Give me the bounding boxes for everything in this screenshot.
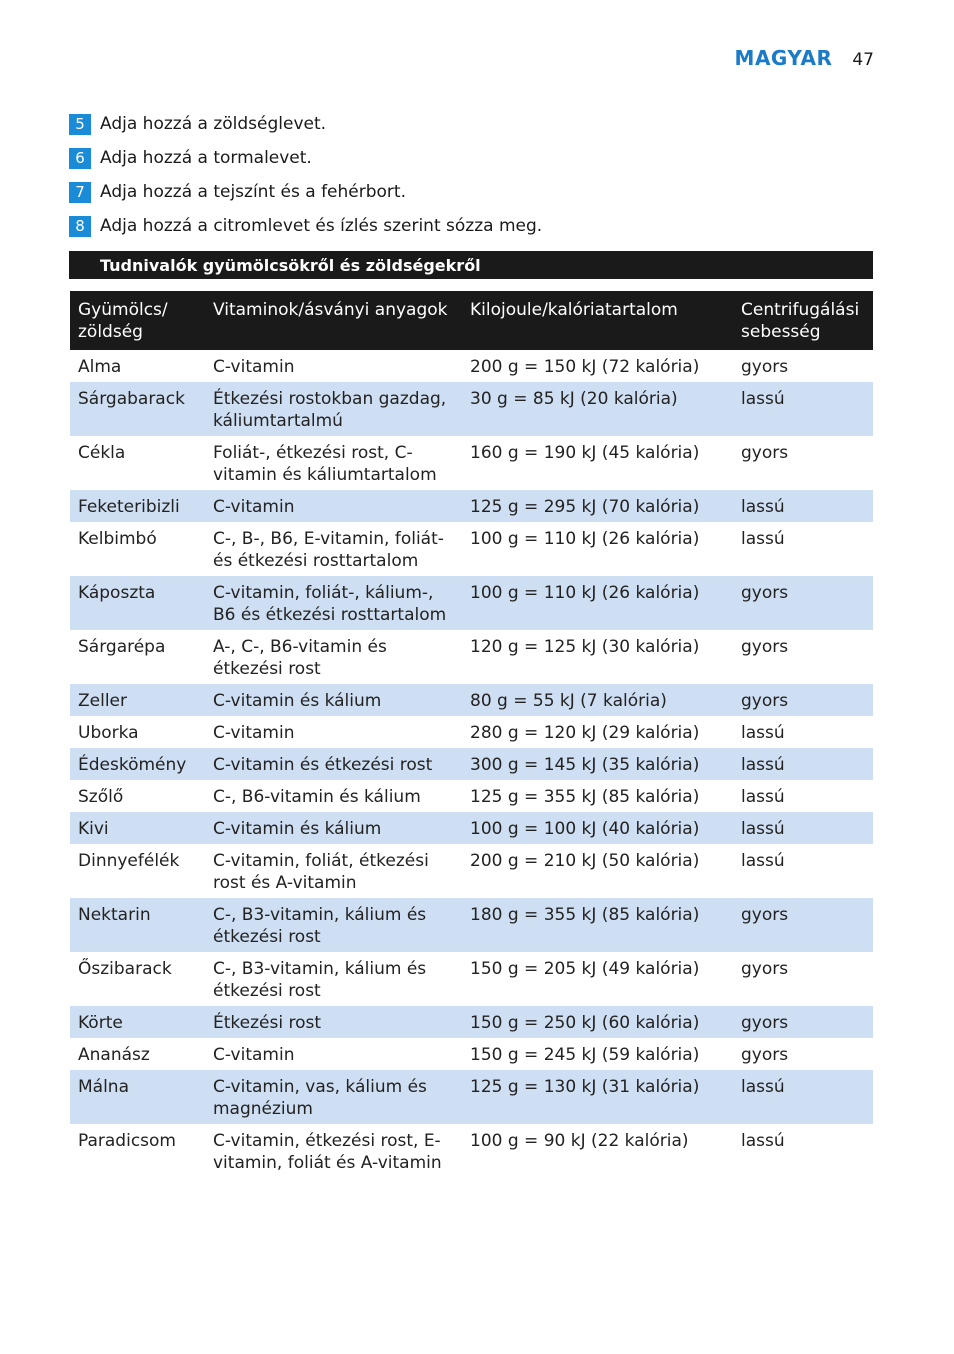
cell-vitamins-minerals: C-, B6-vitamin és kálium (213, 787, 421, 807)
cell-fruit-vegetable: Őszibarack (78, 959, 172, 979)
cell-energy: 150 g = 245 kJ (59 kalória) (470, 1045, 700, 1065)
cell-fruit-vegetable: Körte (70, 1006, 205, 1038)
cell-speed: lassú (741, 1131, 785, 1151)
cell-fruit-vegetable: Sárgarépa (78, 637, 166, 657)
cell-speed: lassú (741, 529, 785, 549)
cell-fruit-vegetable: Szőlő (78, 787, 124, 807)
cell-fruit-vegetable: Paradicsom (78, 1131, 176, 1151)
cell-energy: 200 g = 210 kJ (50 kalória) (470, 851, 700, 871)
cell-speed: lassú (741, 787, 785, 807)
cell-vitamins-minerals: C-vitamin (213, 357, 295, 377)
cell-vitamins-minerals: C-vitamin (205, 490, 462, 522)
page-number: 47 (852, 50, 874, 70)
cell-speed: lassú (741, 851, 785, 871)
step-item (69, 175, 542, 209)
language-label: MAGYAR (734, 46, 833, 70)
step-item (69, 141, 542, 175)
step-item (69, 209, 542, 243)
step-text: Adja hozzá a citromlevet és ízlés szerint sózza meg. (100, 216, 543, 236)
table-row (70, 630, 873, 684)
step-number-badge: 5 (69, 114, 91, 135)
column-header-speed: Centrifugálási sebesség (733, 291, 873, 350)
cell-fruit-vegetable: Nektarin (70, 898, 205, 952)
cell-energy: 125 g = 295 kJ (70 kalória) (462, 490, 733, 522)
cell-fruit-vegetable: Málna (70, 1070, 205, 1124)
cell-energy: 30 g = 85 kJ (20 kalória) (462, 382, 733, 436)
cell-vitamins-minerals: C-vitamin, foliát, étkezési rost és A-vitamin (213, 851, 429, 893)
cell-vitamins-minerals: C-, B3-vitamin, kálium és étkezési rost (213, 959, 427, 1001)
cell-vitamins-minerals: C-vitamin és kálium (205, 684, 462, 716)
table-row (70, 844, 873, 898)
cell-vitamins-minerals: C-vitamin (213, 723, 295, 743)
cell-speed: lassú (733, 382, 873, 436)
cell-speed: lassú (741, 723, 785, 743)
column-header-vitamins-minerals: Vitaminok/ásványi anyagok (205, 291, 462, 350)
cell-vitamins-minerals: C-vitamin, foliát-, kálium-, B6 és étkezési rosttartalom (205, 576, 462, 630)
cell-vitamins-minerals: C-vitamin és étkezési rost (205, 748, 462, 780)
cell-fruit-vegetable: Ananász (78, 1045, 150, 1065)
cell-energy: 125 g = 355 kJ (85 kalória) (470, 787, 700, 807)
table-row (70, 576, 873, 630)
table-row (70, 684, 873, 716)
cell-energy: 100 g = 110 kJ (26 kalória) (470, 529, 700, 549)
step-text: Adja hozzá a tormalevet. (100, 148, 312, 168)
step-number-badge: 7 (69, 182, 91, 203)
cell-speed: gyors (733, 576, 873, 630)
cell-energy: 200 g = 150 kJ (72 kalória) (470, 357, 700, 377)
cell-vitamins-minerals: Étkezési rostokban gazdag, káliumtartalmú (205, 382, 462, 436)
step-text: Adja hozzá a tejszínt és a fehérbort. (100, 182, 406, 202)
cell-fruit-vegetable: Kivi (70, 812, 205, 844)
cell-energy: 280 g = 120 kJ (29 kalória) (470, 723, 700, 743)
table-body (70, 350, 873, 1178)
cell-speed: gyors (741, 357, 789, 377)
cell-vitamins-minerals: Étkezési rost (205, 1006, 462, 1038)
cell-vitamins-minerals: C-vitamin, vas, kálium és magnézium (205, 1070, 462, 1124)
cell-speed: gyors (741, 959, 789, 979)
table-row (70, 1006, 873, 1038)
cell-energy: 150 g = 205 kJ (49 kalória) (470, 959, 700, 979)
cell-fruit-vegetable: Feketeribizli (70, 490, 205, 522)
table-row (70, 716, 873, 748)
cell-vitamins-minerals: Foliát-, étkezési rost, C-vitamin és káliumtartalom (213, 443, 437, 485)
cell-vitamins-minerals: C-vitamin (213, 1045, 295, 1065)
table-row (70, 350, 873, 382)
cell-fruit-vegetable: Cékla (78, 443, 126, 463)
cell-energy: 100 g = 90 kJ (22 kalória) (470, 1131, 689, 1151)
cell-vitamins-minerals: C-, B3-vitamin, kálium és étkezési rost (205, 898, 462, 952)
cell-energy: 160 g = 190 kJ (45 kalória) (470, 443, 700, 463)
table-row (70, 436, 873, 490)
cell-energy: 100 g = 110 kJ (26 kalória) (462, 576, 733, 630)
cell-energy: 125 g = 130 kJ (31 kalória) (462, 1070, 733, 1124)
table-row (70, 1124, 873, 1178)
cell-fruit-vegetable: Édeskömény (70, 748, 205, 780)
fruit-vegetable-table (70, 291, 873, 1178)
cell-speed: gyors (741, 637, 789, 657)
cell-speed: gyors (741, 1045, 789, 1065)
cell-vitamins-minerals: C-vitamin és kálium (205, 812, 462, 844)
cell-speed: lassú (733, 812, 873, 844)
table-row (70, 898, 873, 952)
cell-vitamins-minerals: A-, C-, B6-vitamin és étkezési rost (213, 637, 387, 679)
page-header (735, 46, 874, 70)
table-row (70, 1070, 873, 1124)
cell-speed: gyors (733, 898, 873, 952)
table-row (70, 780, 873, 812)
cell-fruit-vegetable: Alma (78, 357, 122, 377)
cell-speed: lassú (733, 490, 873, 522)
cell-energy: 150 g = 250 kJ (60 kalória) (462, 1006, 733, 1038)
cell-vitamins-minerals: C-vitamin, étkezési rost, E-vitamin, foliát és A-vitamin (213, 1131, 442, 1173)
cell-energy: 80 g = 55 kJ (7 kalória) (462, 684, 733, 716)
cell-fruit-vegetable: Kelbimbó (78, 529, 157, 549)
cell-energy: 120 g = 125 kJ (30 kalória) (470, 637, 700, 657)
step-text: Adja hozzá a zöldséglevet. (100, 114, 327, 134)
section-title: Tudnivalók gyümölcsökről és zöldségekről (69, 251, 873, 279)
step-list (69, 107, 542, 243)
table-row (70, 952, 873, 1006)
cell-speed: lassú (733, 748, 873, 780)
cell-fruit-vegetable: Sárgabarack (70, 382, 205, 436)
table-row (70, 382, 873, 436)
step-number-badge: 6 (69, 148, 91, 169)
column-header-fruit-vegetable: Gyümölcs/ zöldség (70, 291, 205, 350)
cell-fruit-vegetable: Dinnyefélék (78, 851, 180, 871)
step-item (69, 107, 542, 141)
table-row (70, 812, 873, 844)
table-header-row (70, 291, 873, 350)
cell-speed: gyors (733, 1006, 873, 1038)
step-number-badge: 8 (69, 216, 91, 237)
cell-speed: lassú (733, 1070, 873, 1124)
cell-vitamins-minerals: C-, B-, B6, E-vitamin, foliát- és étkezési rosttartalom (213, 529, 444, 571)
table-row (70, 490, 873, 522)
cell-fruit-vegetable: Zeller (70, 684, 205, 716)
cell-speed: gyors (741, 443, 789, 463)
cell-energy: 300 g = 145 kJ (35 kalória) (462, 748, 733, 780)
cell-energy: 100 g = 100 kJ (40 kalória) (462, 812, 733, 844)
table-row (70, 748, 873, 780)
cell-energy: 180 g = 355 kJ (85 kalória) (462, 898, 733, 952)
column-header-energy: Kilojoule/kalóriatartalom (462, 291, 733, 350)
cell-speed: gyors (733, 684, 873, 716)
table-row (70, 522, 873, 576)
table-row (70, 1038, 873, 1070)
cell-fruit-vegetable: Uborka (78, 723, 139, 743)
cell-fruit-vegetable: Káposzta (70, 576, 205, 630)
